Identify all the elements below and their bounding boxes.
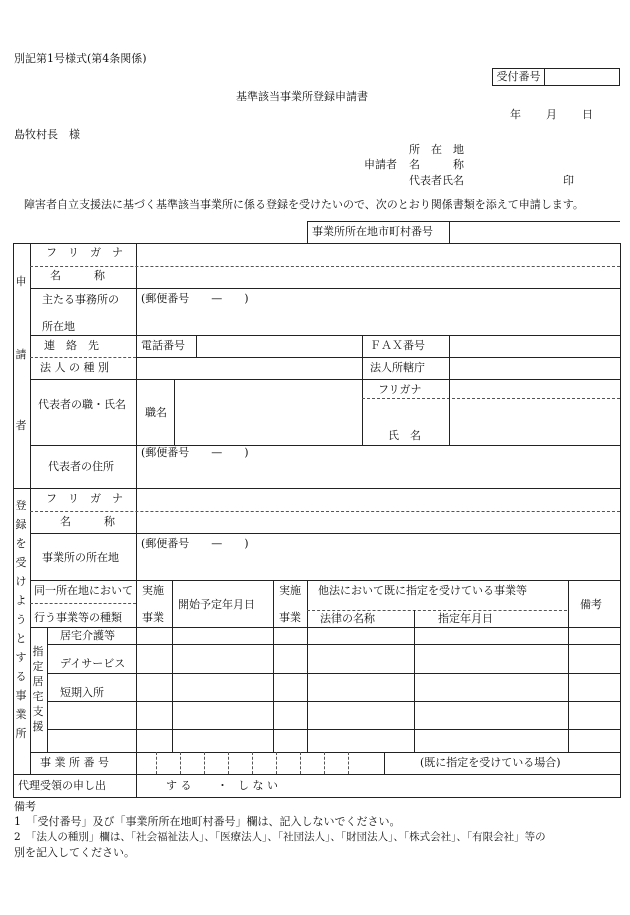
office-name-field[interactable] (137, 512, 620, 533)
rep-address-postal: (郵便番号 — ) (141, 446, 249, 459)
rep-address-field[interactable] (137, 462, 620, 488)
main-office-label-1: 主たる事務所の (42, 293, 119, 306)
remarks-column-label: 備考 (580, 598, 602, 611)
impl-label-2: 実施 (279, 584, 301, 597)
office-side-label: 登 録 を 受 け よ う と す る 事 業 所 (15, 499, 27, 740)
municipality-number-field[interactable] (450, 222, 620, 243)
fax-label: ＦＡＸ番号 (370, 339, 425, 352)
already-designated-note: (既に指定を受けている場合) (420, 756, 561, 769)
rep-address-label: 代表者の住所 (48, 460, 114, 473)
main-office-postal: (郵便番号 — ) (141, 292, 249, 305)
office-furigana-field[interactable] (137, 489, 620, 511)
same-location-label-2: 行う事業等の種類 (34, 611, 122, 624)
date-day: 日 (582, 108, 593, 121)
rep-name-field[interactable] (450, 380, 620, 444)
municipality-number-label: 事業所所在地市町村番号 (312, 225, 433, 238)
office-postal: (郵便番号 — ) (141, 537, 249, 550)
biz-label-2: 事業 (279, 611, 301, 624)
other-law-label: 他法において既に指定を受けている事業等 (318, 584, 527, 597)
position-field[interactable] (175, 380, 361, 444)
position-label: 職名 (145, 406, 167, 419)
office-name-label: 名 称 (60, 515, 115, 528)
receipt-number-label: 受付番号 (496, 70, 541, 83)
applicant-furigana-label: フ リ ガ ナ (46, 246, 123, 259)
note-1: 1 「受付番号」及び「事業所所在地町村番号」欄は、記入しないでください。 (14, 815, 401, 828)
office-address-field[interactable] (137, 553, 620, 580)
designation-date-label: 指定年月日 (438, 612, 493, 625)
proxy-choice-no[interactable]: し な い (238, 779, 278, 792)
corp-authority-label: 法人所轄庁 (370, 361, 425, 374)
main-office-address-field[interactable] (137, 308, 620, 335)
date-year: 年 (510, 108, 521, 121)
intro-text: 障害者自立支援法に基づく基準該当事業所に係る登録を受けたいので、次のとおり関係書類を添えて申請します。 (24, 198, 584, 211)
applicant-name-label: 名 称 (409, 158, 464, 171)
corp-authority-field[interactable] (450, 358, 620, 379)
receipt-number-field[interactable] (544, 68, 620, 86)
service-short-stay: 短期入所 (60, 686, 104, 699)
office-furigana-label: フ リ ガ ナ (46, 492, 123, 505)
applicant-side-label: 申 (15, 275, 27, 288)
office-number-field[interactable] (137, 753, 383, 774)
rep-furigana-label: フリガナ (378, 383, 422, 396)
rep-position-name-label: 代表者の職・氏名 (38, 398, 126, 411)
same-location-label-1: 同一所在地において (34, 584, 133, 597)
note-2-line-2: 別を記入してください。 (14, 846, 135, 859)
main-office-label-2: 所在地 (42, 320, 75, 333)
service-home-care: 居宅介護等 (60, 629, 115, 642)
office-address-label: 事業所の所在地 (42, 551, 119, 564)
phone-field[interactable] (197, 336, 362, 357)
start-date-label: 開始予定年月日 (178, 598, 255, 611)
seal-label: 印 (563, 174, 574, 187)
form-number: 別記第1号様式(第4条関係) (14, 52, 147, 65)
applicant-address-label: 所 在 地 (409, 143, 464, 156)
designated-side-label: 指 定 居 宅 支 援 (32, 645, 44, 733)
applicant-name-field[interactable] (137, 267, 620, 288)
contact-label: 連 絡 先 (44, 339, 99, 352)
form-title: 基準該当事業所登録申請書 (236, 90, 368, 103)
representative-name-label: 代表者氏名 (409, 174, 464, 187)
corp-type-field[interactable] (137, 358, 361, 379)
note-2-line-1: 2 「法人の種別」欄は、「社会福祉法人」、「医療法人」、「社団法人」、「財団法人」、「株式会社」、「有限会社」等の (14, 831, 546, 843)
proxy-choice-yes[interactable]: す る (166, 779, 192, 792)
office-number-label: 事 業 所 番 号 (40, 756, 109, 769)
impl-label-1: 実施 (142, 584, 164, 597)
phone-label: 電話番号 (141, 339, 185, 352)
date-month: 月 (546, 108, 557, 121)
proxy-receipt-label: 代理受領の申し出 (18, 779, 106, 792)
receipt-number-label-cell (492, 68, 545, 86)
applicant-furigana-field[interactable] (137, 244, 620, 266)
service-day-service: デイサービス (60, 657, 126, 670)
notes-heading: 備考 (14, 800, 36, 813)
biz-label-1: 事業 (142, 611, 164, 624)
addressee: 島牧村長 様 (14, 128, 80, 141)
proxy-choice-separator: ・ (217, 779, 228, 792)
applicant-name-row-label: 名 称 (50, 269, 105, 282)
applicant-label: 申請者 (364, 158, 397, 171)
fax-field[interactable] (450, 336, 620, 357)
corp-type-label: 法 人 の 種 別 (40, 361, 109, 374)
law-name-label: 法律の名称 (320, 612, 375, 625)
rep-name-label: 氏 名 (388, 429, 421, 442)
